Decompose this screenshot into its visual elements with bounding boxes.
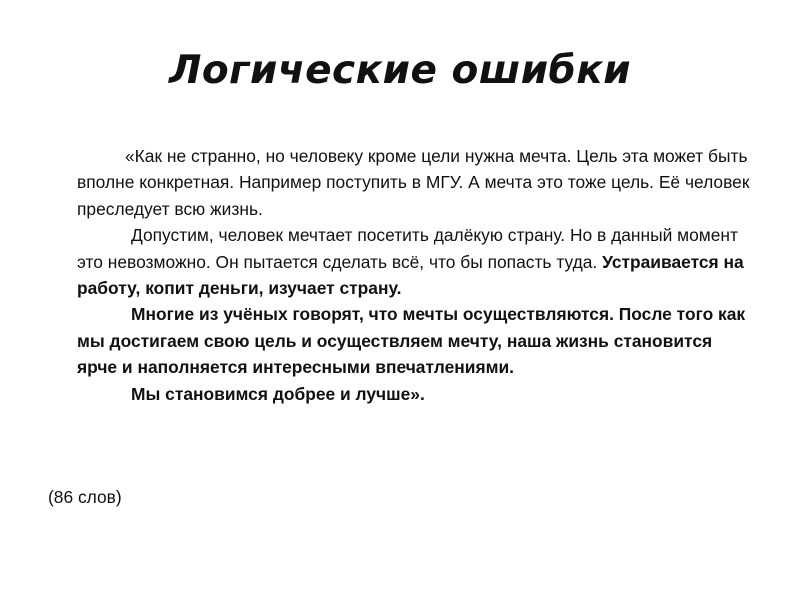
paragraph-1-text: «Как не странно, но человеку кроме цели нужна мечта. Цель эта может быть вполне конкретная. Например поступить в МГУ. А мечта это тоже цель. Её человек преследует всю жизнь. [77,146,750,219]
paragraph-1 [77,143,757,222]
paragraph-2-bold-text: Устраивается на работу, копит деньги, изучает страну. [77,251,744,299]
paragraph-3-bold-text: Многие из учёных говорят, что мечты осуществляются. После того как мы достигаем свою цель и осуществляем мечту, наша жизнь становится ярче и наполняется интересными впечатлениями. [77,304,746,378]
paragraph-2-text: Допустим, человек мечтает посетить далёкую страну. Но в данный момент это невозможно. Он пытается сделать всё, что бы попасть туда. [77,225,739,272]
word-count: (86 слов) [48,487,122,507]
paragraph-4 [77,381,757,407]
paragraph-3 [77,301,757,380]
paragraph-4-bold-text: Мы становимся добрее и лучше». [131,383,425,404]
text-body [77,143,757,407]
paragraph-2 [77,222,757,301]
slide-title: Логические ошибки [168,48,632,93]
